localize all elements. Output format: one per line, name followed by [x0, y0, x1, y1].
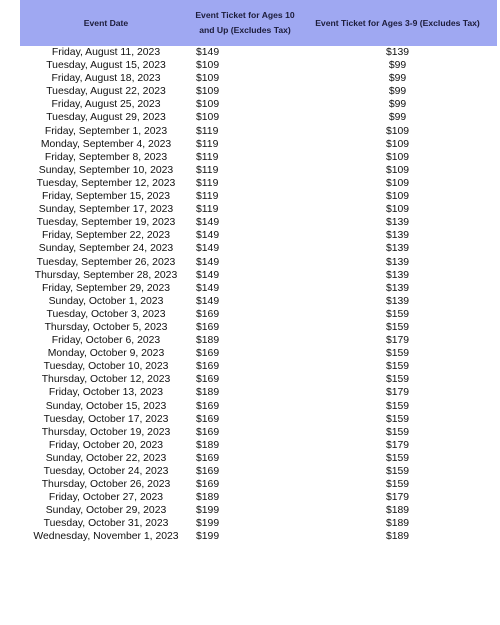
cell-adult-price — [192, 347, 298, 360]
cell-adult-price — [192, 413, 298, 426]
adult-price-value: $149 — [196, 282, 220, 294]
adult-price-value: $109 — [196, 99, 220, 111]
cell-event-date: Friday, September 22, 2023 — [41, 230, 171, 242]
adult-price-value: $199 — [196, 518, 220, 530]
cell-adult-price — [192, 85, 298, 98]
cell-adult-price — [192, 203, 298, 216]
cell-adult-price — [192, 465, 298, 478]
cell-adult-price — [192, 242, 298, 255]
cell-event-date: Tuesday, August 15, 2023 — [46, 60, 166, 72]
cell-child-price — [298, 85, 497, 98]
table-row — [20, 347, 497, 360]
cell-child-price — [298, 138, 497, 151]
cell-adult-price — [192, 111, 298, 124]
cell-event-date: Tuesday, October 17, 2023 — [43, 413, 169, 425]
cell-adult-price — [192, 98, 298, 111]
table-row — [20, 504, 497, 517]
table-row — [20, 46, 497, 59]
cell-adult-price — [192, 517, 298, 530]
child-price-value: $159 — [385, 466, 410, 477]
adult-price-value: $169 — [196, 479, 220, 491]
cell-event-date: Friday, October 6, 2023 — [51, 335, 161, 347]
cell-adult-price — [192, 46, 298, 59]
child-price-value: $159 — [385, 479, 410, 491]
child-price-value: $99 — [388, 112, 407, 124]
child-price-value: $139 — [385, 217, 410, 229]
adult-price-value: $189 — [196, 439, 220, 451]
cell-adult-price — [192, 321, 298, 334]
cell-adult-price — [192, 426, 298, 439]
cell-event-date: Tuesday, October 10, 2023 — [43, 361, 169, 373]
cell-child-price — [298, 413, 497, 426]
cell-child-price — [298, 308, 497, 321]
table-row — [20, 413, 497, 426]
cell-adult-price — [192, 216, 298, 229]
child-price-value: $99 — [388, 99, 407, 111]
cell-event-date: Tuesday, September 19, 2023 — [36, 217, 176, 229]
adult-price-value: $169 — [196, 400, 220, 412]
table-row — [20, 360, 497, 373]
cell-adult-price — [192, 138, 298, 151]
cell-child-price — [298, 164, 497, 177]
adult-price-value: $109 — [196, 86, 220, 98]
adult-price-value: $189 — [196, 335, 220, 347]
cell-event-date: Sunday, October 22, 2023 — [45, 452, 167, 464]
cell-event-date: Sunday, September 17, 2023 — [38, 204, 174, 216]
cell-adult-price — [192, 256, 298, 269]
table-row — [20, 439, 497, 452]
table-row — [20, 373, 497, 386]
adult-price-value: $119 — [196, 204, 219, 216]
adult-price-value: $109 — [196, 60, 220, 72]
cell-adult-price — [192, 360, 298, 373]
child-price-value: $159 — [385, 400, 410, 412]
table-row — [20, 478, 497, 491]
cell-child-price — [298, 111, 497, 124]
child-price-value: $179 — [385, 335, 410, 347]
adult-price-value: $169 — [196, 361, 220, 373]
cell-child-price — [298, 295, 497, 308]
cell-event-date: Thursday, October 5, 2023 — [44, 321, 168, 333]
cell-adult-price — [192, 269, 298, 282]
cell-child-price — [298, 229, 497, 242]
cell-adult-price — [192, 504, 298, 517]
table-row — [20, 203, 497, 216]
child-price-value: $189 — [385, 531, 410, 543]
adult-price-value: $169 — [196, 308, 220, 320]
table-row — [20, 452, 497, 465]
cell-event-date: Tuesday, August 22, 2023 — [46, 86, 166, 98]
cell-child-price — [298, 59, 497, 72]
table-row — [20, 321, 497, 334]
ticket-price-table — [20, 0, 497, 544]
adult-price-value: $169 — [196, 348, 220, 360]
cell-child-price — [298, 203, 497, 216]
cell-event-date: Friday, September 8, 2023 — [44, 151, 168, 163]
adult-price-value: $199 — [196, 531, 220, 543]
table-row — [20, 125, 497, 138]
table-row — [20, 98, 497, 111]
child-price-value: $179 — [385, 492, 410, 504]
child-price-value: $179 — [385, 387, 410, 399]
cell-event-date: Tuesday, October 3, 2023 — [46, 308, 166, 320]
cell-adult-price — [192, 125, 298, 138]
cell-event-date: Monday, September 4, 2023 — [40, 138, 172, 150]
adult-price-value: $169 — [196, 374, 220, 386]
cell-child-price — [298, 216, 497, 229]
cell-child-price — [298, 517, 497, 530]
cell-child-price — [298, 334, 497, 347]
cell-adult-price — [192, 177, 298, 190]
adult-price-value: $119 — [196, 191, 219, 203]
table-row — [20, 386, 497, 399]
table-row — [20, 517, 497, 530]
adult-price-value: $109 — [196, 73, 220, 85]
adult-price-value: $199 — [196, 505, 220, 517]
header-row — [20, 0, 497, 46]
table-row — [20, 138, 497, 151]
table-row — [20, 151, 497, 164]
adult-price-value: $149 — [196, 47, 220, 58]
cell-child-price — [298, 46, 497, 59]
cell-event-date: Tuesday, October 24, 2023 — [43, 466, 169, 477]
child-price-value: $99 — [388, 86, 407, 98]
cell-child-price — [298, 177, 497, 190]
cell-event-date: Tuesday, October 31, 2023 — [43, 518, 169, 530]
adult-price-value: $149 — [196, 217, 220, 229]
cell-event-date: Friday, August 25, 2023 — [51, 99, 161, 111]
cell-child-price — [298, 269, 497, 282]
cell-adult-price — [192, 478, 298, 491]
child-price-value: $109 — [385, 164, 410, 176]
adult-price-value: $169 — [196, 426, 220, 438]
table-row — [20, 177, 497, 190]
cell-adult-price — [192, 59, 298, 72]
cell-child-price — [298, 151, 497, 164]
cell-child-price — [298, 321, 497, 334]
cell-adult-price — [192, 190, 298, 203]
child-price-value: $109 — [385, 151, 410, 163]
cell-child-price — [298, 360, 497, 373]
cell-event-date: Thursday, October 26, 2023 — [41, 479, 171, 491]
cell-event-date: Sunday, October 1, 2023 — [48, 295, 164, 307]
cell-child-price — [298, 478, 497, 491]
cell-adult-price — [192, 164, 298, 177]
cell-event-date: Sunday, September 24, 2023 — [38, 243, 174, 255]
header-adult-ticket: Event Ticket for Ages 10 and Up (Excludes Tax) — [192, 0, 298, 46]
child-price-value: $99 — [388, 73, 407, 85]
cell-event-date: Friday, September 15, 2023 — [41, 191, 171, 203]
cell-child-price — [298, 530, 497, 543]
table-row — [20, 282, 497, 295]
adult-price-value: $189 — [196, 387, 220, 399]
cell-adult-price — [192, 229, 298, 242]
table-row — [20, 530, 497, 543]
cell-event-date: Thursday, September 28, 2023 — [34, 269, 178, 281]
child-price-value: $139 — [385, 269, 410, 281]
cell-event-date: Friday, September 1, 2023 — [44, 125, 168, 137]
cell-adult-price — [192, 334, 298, 347]
cell-event-date: Friday, August 18, 2023 — [51, 73, 161, 85]
cell-event-date: Tuesday, August 29, 2023 — [46, 112, 166, 124]
cell-event-date: Wednesday, November 1, 2023 — [33, 531, 179, 543]
cell-event-date: Sunday, October 29, 2023 — [45, 505, 167, 517]
cell-adult-price — [192, 386, 298, 399]
child-price-value: $159 — [385, 348, 410, 360]
cell-child-price — [298, 373, 497, 386]
adult-price-value: $119 — [196, 164, 219, 176]
child-price-value: $159 — [385, 413, 410, 425]
cell-child-price — [298, 504, 497, 517]
cell-child-price — [298, 190, 497, 203]
cell-event-date: Tuesday, September 26, 2023 — [36, 256, 176, 268]
adult-price-value: $169 — [196, 321, 220, 333]
table-row — [20, 308, 497, 321]
cell-adult-price — [192, 452, 298, 465]
cell-child-price — [298, 400, 497, 413]
cell-child-price — [298, 125, 497, 138]
child-price-value: $159 — [385, 308, 410, 320]
cell-child-price — [298, 282, 497, 295]
child-price-value: $159 — [385, 374, 410, 386]
cell-adult-price — [192, 439, 298, 452]
adult-price-value: $149 — [196, 256, 220, 268]
cell-child-price — [298, 98, 497, 111]
table-row — [20, 85, 497, 98]
table-row — [20, 72, 497, 85]
cell-child-price — [298, 242, 497, 255]
cell-adult-price — [192, 72, 298, 85]
cell-child-price — [298, 452, 497, 465]
table-row — [20, 256, 497, 269]
cell-adult-price — [192, 491, 298, 504]
adult-price-value: $119 — [196, 125, 219, 137]
cell-adult-price — [192, 400, 298, 413]
table-row — [20, 295, 497, 308]
table-row — [20, 242, 497, 255]
adult-price-value: $119 — [196, 138, 219, 150]
table-row — [20, 216, 497, 229]
child-price-value: $159 — [385, 361, 410, 373]
table-row — [20, 229, 497, 242]
table-row — [20, 190, 497, 203]
child-price-value: $139 — [385, 243, 410, 255]
table-row — [20, 334, 497, 347]
child-price-value: $139 — [385, 230, 410, 242]
cell-event-date: Monday, October 9, 2023 — [47, 348, 165, 360]
cell-adult-price — [192, 151, 298, 164]
child-price-value: $139 — [385, 282, 410, 294]
cell-child-price — [298, 491, 497, 504]
adult-price-value: $169 — [196, 413, 220, 425]
adult-price-value: $169 — [196, 452, 220, 464]
adult-price-value: $119 — [196, 177, 219, 189]
child-price-value: $109 — [385, 138, 410, 150]
adult-price-value: $119 — [196, 151, 219, 163]
adult-price-value: $149 — [196, 230, 220, 242]
child-price-value: $99 — [388, 60, 407, 72]
child-price-value: $179 — [385, 439, 410, 451]
child-price-value: $109 — [385, 204, 410, 216]
cell-event-date: Sunday, September 10, 2023 — [38, 164, 174, 176]
child-price-value: $159 — [385, 321, 410, 333]
child-price-value: $159 — [385, 426, 410, 438]
child-price-value: $159 — [385, 452, 410, 464]
child-price-value: $139 — [385, 47, 410, 58]
cell-event-date: Friday, October 13, 2023 — [48, 387, 164, 399]
cell-adult-price — [192, 295, 298, 308]
table-row — [20, 269, 497, 282]
cell-event-date: Tuesday, September 12, 2023 — [36, 177, 176, 189]
cell-child-price — [298, 426, 497, 439]
adult-price-value: $149 — [196, 295, 220, 307]
cell-event-date: Sunday, October 15, 2023 — [45, 400, 167, 412]
cell-event-date: Thursday, October 19, 2023 — [41, 426, 171, 438]
cell-child-price — [298, 256, 497, 269]
adult-price-value: $149 — [196, 243, 220, 255]
cell-event-date: Friday, August 11, 2023 — [51, 47, 161, 58]
adult-price-value: $169 — [196, 466, 220, 477]
header-child-ticket: Event Ticket for Ages 3-9 (Excludes Tax) — [298, 0, 497, 46]
adult-price-value: $109 — [196, 112, 220, 124]
table-row — [20, 465, 497, 478]
cell-adult-price — [192, 282, 298, 295]
child-price-value: $109 — [385, 125, 410, 137]
cell-adult-price — [192, 373, 298, 386]
cell-child-price — [298, 72, 497, 85]
child-price-value: $189 — [385, 505, 410, 517]
table-row — [20, 111, 497, 124]
table-row — [20, 491, 497, 504]
child-price-value: $189 — [385, 518, 410, 530]
cell-child-price — [298, 465, 497, 478]
cell-child-price — [298, 439, 497, 452]
table-row — [20, 59, 497, 72]
table-row — [20, 426, 497, 439]
header-event-date: Event Date — [20, 0, 192, 46]
cell-event-date: Friday, October 27, 2023 — [48, 492, 164, 504]
child-price-value: $109 — [385, 191, 410, 203]
table-header — [20, 0, 497, 46]
cell-child-price — [298, 347, 497, 360]
cell-event-date: Friday, September 29, 2023 — [41, 282, 171, 294]
child-price-value: $139 — [385, 256, 410, 268]
child-price-value: $109 — [385, 177, 410, 189]
cell-event-date: Friday, October 20, 2023 — [48, 439, 164, 451]
cell-adult-price — [192, 308, 298, 321]
table-row — [20, 164, 497, 177]
child-price-value: $139 — [385, 295, 410, 307]
table-body — [20, 46, 497, 544]
cell-child-price — [298, 386, 497, 399]
cell-adult-price — [192, 530, 298, 543]
table-row — [20, 400, 497, 413]
cell-event-date: Thursday, October 12, 2023 — [41, 374, 171, 386]
adult-price-value: $189 — [196, 492, 220, 504]
adult-price-value: $149 — [196, 269, 220, 281]
